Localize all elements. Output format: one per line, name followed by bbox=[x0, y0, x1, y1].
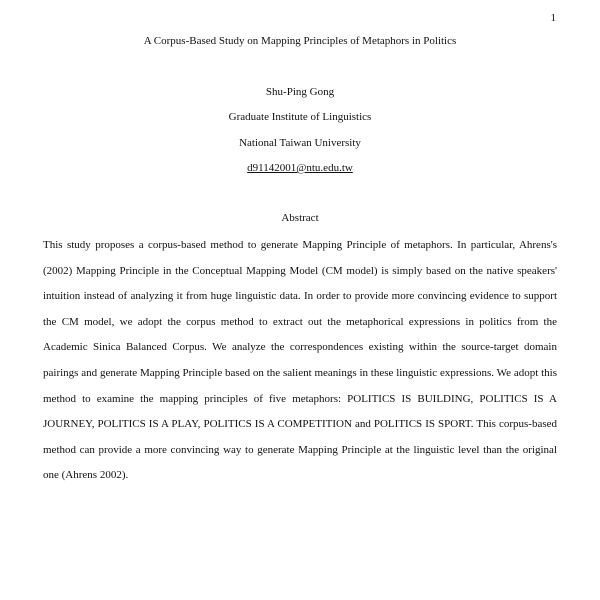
page-number: 1 bbox=[550, 12, 556, 24]
author-university: National Taiwan University bbox=[239, 137, 361, 149]
paper-title: A Corpus-Based Study on Mapping Principles of Metaphors in Politics bbox=[143, 35, 457, 47]
author-institute: Graduate Institute of Linguistics bbox=[228, 111, 372, 123]
author-email-line bbox=[0, 162, 600, 174]
author-name: Shu-Ping Gong bbox=[265, 86, 335, 98]
abstract-body: This study proposes a corpus-based method to generate Mapping Principle of metaphors. In particular, Ahrens's (2002) Mapping Principle in the Conceptual Mapping Model (CM model) is simply based on the native speakers' intuition instead of analyzing it from huge linguistic data. In order to provide more convincing evidence to support the CM model, we adopt the corpus method to extract out the metaphorical expressions in politics from the Academic Sinica Balanced Corpus. We analyze the correspondences existing within the source-target domain pairings and generate Mapping Principle based on the salient meanings in these linguistic expressions. We adopt this method to examine the mapping principles of five metaphors: POLITICS IS BUILDING, POLITICS IS A JOURNEY, POLITICS IS A PLAY, POLITICS IS A COMPETITION and POLITICS IS SPORT. This corpus-based method can provide a more convincing way to generate Mapping Principle at the linguistic level than the original one (Ahrens 2002). bbox=[43, 239, 557, 482]
abstract-heading: Abstract bbox=[281, 212, 319, 224]
author-email-link[interactable]: d91142001@ntu.edu.tw bbox=[247, 162, 353, 174]
